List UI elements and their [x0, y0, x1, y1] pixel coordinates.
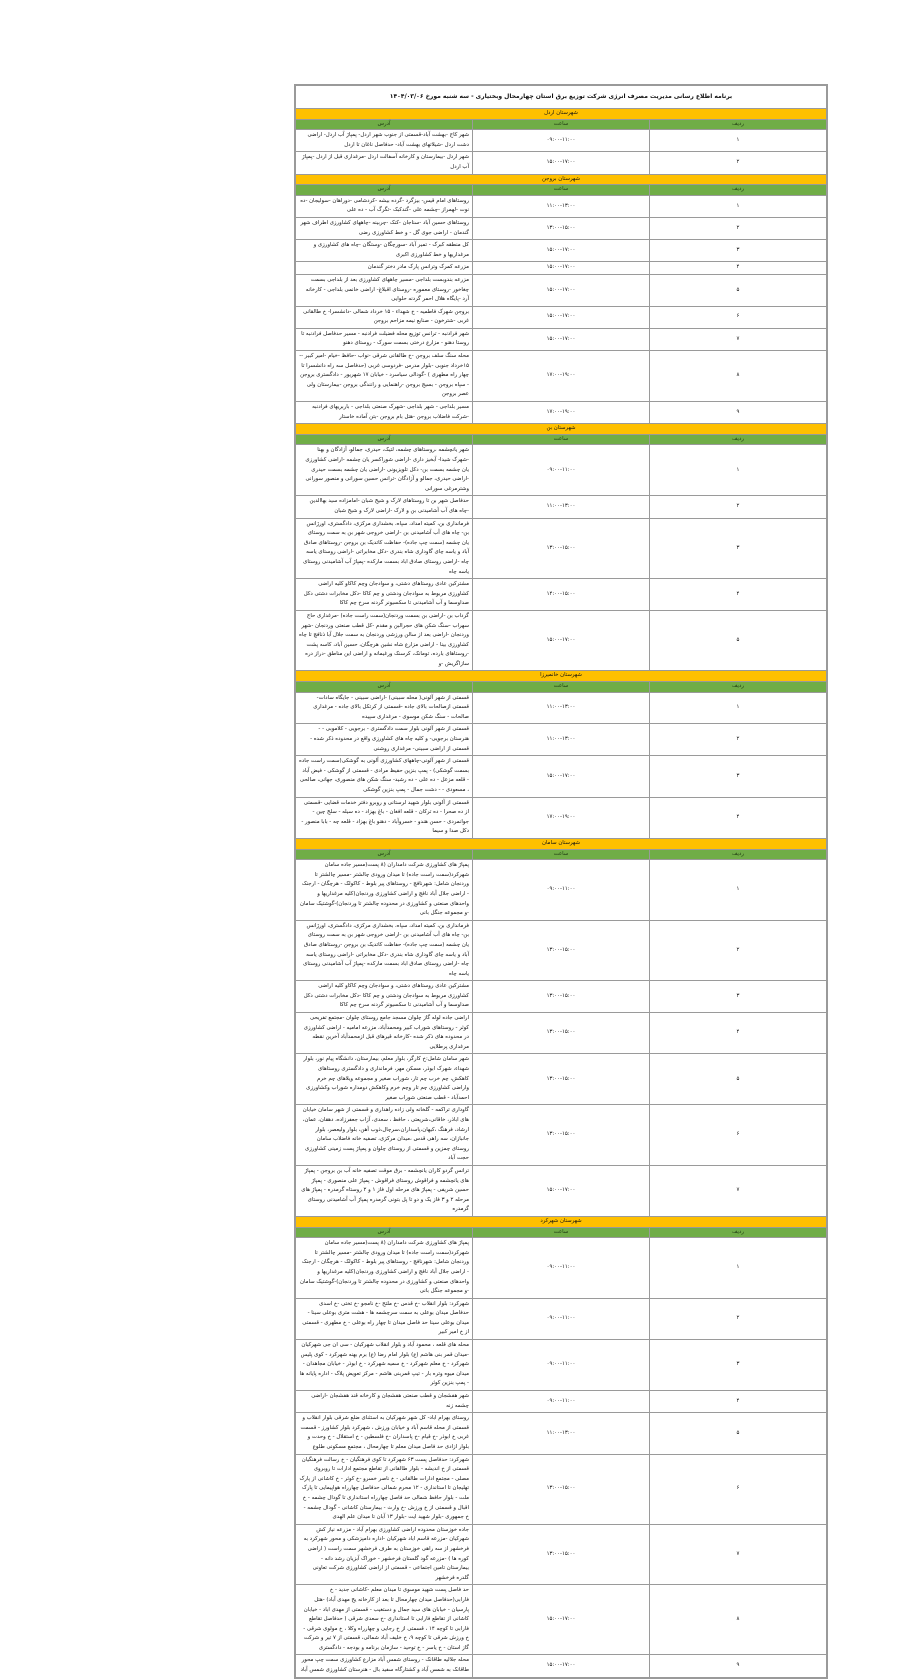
table-row	[296, 402, 827, 424]
row-time: ۱۳:۰۰-۱۵:۰۰	[473, 981, 650, 1013]
city-header-row	[296, 109, 827, 120]
row-index: ۱	[650, 692, 827, 724]
row-address: فرمانداری بن، کمیته امداد، سپاه، بخشداری مرکزی، دادگستری، اورژانس بن- چاه های آب آشامیدنی بن -اراضی خروجی شهر بن به سمت روستای یان چشمه (سمت چپ جاده)- حفاظت کاتدیک بن بروجن -روستاهای صادق آباد و یاسه چای گاوداری شاه بندری -دکل مخابراتی -اراضی روستای یاسه چاه -اراضی روستای صادق اباد بسمت مارکده -پمپاژ آب آشامیدنی روستای یاسه چاه	[296, 920, 473, 981]
row-address: شهر فرادنبه - ترانس توزیع محله فضیلت فرادنبه - مسیر حدفاصل فرادنبه تا روستا دهنو - مزارع درختی بسمت سورک - روستای دهنو	[296, 328, 473, 350]
row-address: شهرکرد: حدفاصل پست ۶۳ شهرکرد تا کوی فرهنگیان - خ رسالت فرهنگیان قسمتی از خ اندیشه - بلوار طالقانی از تقاطع مجتمع ادارات تا روبروی مصلی - مجتمع ادارات طالقانی - خ ناصر خسرو -خ کوثر - خ کاشانی از پارک تهلیجان تا استانداری - ۱۲ محرم شمالی حدفاصل چهارراه هواپیمایی تا پارک ملت - بلوار حافظ شمالی حد فاصل چهارراه استانداری تا گودال چشمه - خ اقبال و قسمتی از خ ورزش -خ وارث - بیمارستان کاشانی - گودال چشمه - خ جمهوری -بلوار شهید ایت -بلوار ۱۳ آبان تا میدان علم الهدی	[296, 1454, 473, 1524]
row-index: ۲	[650, 496, 827, 518]
row-time: ۱۵:۰۰-۱۷:۰۰	[473, 610, 650, 671]
row-time: ۱۵:۰۰-۱۷:۰۰	[473, 1165, 650, 1216]
city-header-row	[296, 424, 827, 435]
city-name: شهرستان شهرکرد	[296, 1216, 827, 1227]
row-address: ترانس گردو کاران یانچشمه - برق موقت تصفیه خانه آب بن بروجن - پمپاژ های یانچشمه و فراقوش روستای فراقوش - پمپاژ علی منصوری - پمپاژ حسین شریفی - پمپاژ های مرحله اول فاز ۱ و ۲ روستاه گرمدره - پمپاژ های مرحله ۲ و ۳ فاز یک و دو تا پل بتونی گرمدره پمپاژ آب آشامیدنی روستای گرمدره	[296, 1165, 473, 1216]
table-row	[296, 274, 827, 306]
row-index: ۵	[650, 1413, 827, 1454]
row-address: محله سنگ سلف بروجن -خ طالقانی شرقی -نواب -حافظ -خیام -امیر کبیر -- ۱۵خرداد جنوبی -بلوار مدرس -فردوسی غربی (حدفاصل سه راه دانشسرا تا چهار راه مطهری ) -گودالی سیاسرد - خیابان ۱۷ شهریور - دادگستری بروجن - سپاه بروجن - بسیج بروجن -راهنمایی و رانندگی بروجن -بیمارستان ولی عصر بروجن	[296, 351, 473, 402]
time-header: ساعت	[473, 185, 650, 196]
column-header-row	[296, 1227, 827, 1238]
table-row	[296, 1655, 827, 1677]
row-address: حد فاصل پست شهید موسوی تا میدان معلم -کاشانی جدید - خ فارابی(حدفاصل میدان چهارمحال تا بعد از کارخانه یخ مهدی آباد) -هتل پارسیان - خیابان های سید جمال و دستغیب - قسمتی از مهدی اباد - خیابان کاشانی از تقاطع فارابی تا استانداری -خ سعدی شرقی ( حدفاصل تقاطع فارابی تا کوچه ۱۴ ، قسمتی از خ رجایی و چهارراه وکلا ، خ مولوی شرقی - خ ورزش شرقی تا کوچه ۹، خ خلیف آباد شمالی، قسمتی از ۷ تیر و شرکت گاز استان - خ یاسر - خ توحید - سازمان برنامه و بودجه - دادگستری	[296, 1585, 473, 1655]
table-row	[296, 579, 827, 611]
row-address: حدفاصل شهر بن تا روستاهای لارک و شیخ شبان -امامزاده سید بهاالدین -چاه های آب آشامیدنی بن و لارک -اراضی لارک و شیخ شبان	[296, 496, 473, 518]
address-header: آدرس	[296, 849, 473, 860]
row-address: بروجن شهرک فاطمیه - خ شهداء - ۱۵ خرداد شمالی -دانشسرا- خ طالقانی غربی -شترخون - صنایع نیمه مزاحم بروجن	[296, 306, 473, 328]
index-header: ردیف	[650, 682, 827, 693]
row-index: ۶	[650, 1105, 827, 1166]
row-index: ۵	[650, 274, 827, 306]
row-index: ۲	[650, 920, 827, 981]
table-row	[296, 1585, 827, 1655]
time-header: ساعت	[473, 119, 650, 130]
table-row	[296, 262, 827, 275]
row-time: ۰۹:۰۰-۱۱:۰۰	[473, 1298, 650, 1339]
row-index: ۸	[650, 1585, 827, 1655]
row-time: ۱۱:۰۰-۱۳:۰۰	[473, 724, 650, 756]
row-address: قسمتی از شهر آلونی( محله سبینی) -اراضی سبینی - جایگاه سادات- قسمتی ازصالحات بالای جاده -قسمتی از کرتکل بالای جاده - مرغداری صالحات - سنگ شکن موسوی - مرغداری سپیده	[296, 692, 473, 724]
document-title: برنامه اطلاع رسانی مدیریت مصرف انرژی شرکت توزیع برق استان چهارمحال وبختیاری - سه شنبه مورخ ۱۴۰۴/۰۳/۰۶	[296, 86, 827, 109]
row-address: محله جلالیه طاقانک - روستای شمس آباد مزارع کشاورزی سمت چپ محور طاقانک به شمس آباد و کشتارگاه سفید بال - هنرستان کشاورزی شمس آباد	[296, 1655, 473, 1677]
time-header: ساعت	[473, 682, 650, 693]
row-time: ۱۴:۰۰-۱۵:۰۰	[473, 579, 650, 611]
column-header-row	[296, 434, 827, 445]
row-index: ۲	[650, 724, 827, 756]
row-address: مزرعه بندوبست بلداجی -مسیر چاههای کشاورزی بعد از بلداجی بسمت چغاخور -روستای معموره -روستای اقبلاغ- اراضی خانمی بلداجی - کارخانه آرد -پایگاه هلال احمر گردنه حلوایی	[296, 274, 473, 306]
row-time: ۱۵:۰۰-۱۷:۰۰	[473, 262, 650, 275]
time-header: ساعت	[473, 1227, 650, 1238]
row-index: ۷	[650, 328, 827, 350]
row-address: شهر سامان شامل:خ کارگر، بلوار معلم، بیمارستان، دانشگاه پیام نور، بلوار شهداء، شهرک ابوذر، مسکن مهر، فرمانداری و دادگستری روستاهای کاهکش، چم خرب چم تار، شوراب صغیر و مجموعه ویلاهای چم خرم واراضی کشاورزی چم تار وچم خرم وکاهکش دومداره شوراب وکشاورزی احمدآباد - قطب صنعتی شوراب صغیر	[296, 1054, 473, 1105]
row-time: ۰۹:۰۰-۱۱:۰۰	[473, 860, 650, 921]
row-address: مشترکین عادی روستاهای دشتی، و سوادجان وچم کاکاو کلیه اراضی کشاورزی مربوط به سوادجان ودشتی و چم کاکا -دکل مخابرات دشتی دکل صداوسما و آب آشامیدنی تا سکسیونر گردنه سرخ چم کاکا	[296, 579, 473, 611]
table-row	[296, 920, 827, 981]
row-index: ۳	[650, 756, 827, 797]
table-row	[296, 217, 827, 239]
row-address: مزرعه کمرک وترانس پارک مادر دختر گندمان	[296, 262, 473, 275]
row-address: قسمتی از شهر آلونی بلوار سمت دادگستری - برجویی - کلاموبی - - هنرستان برجویی- و کلیه چاه های کشاورزی واقع در محدوده ذکر شده - قسمتی از اراضی سبینی- مرغداری روشنی	[296, 724, 473, 756]
table-row	[296, 445, 827, 496]
city-name: شهرستان سامان	[296, 838, 827, 849]
row-address: قسمتی از آلونی بلوار شهید لرستانی و روبرو دفتر خدمات قضایی -قسمتی از ده صحرا - ده ترکان - قلعه افغان - باغ بهزاد - ده سیله - سلخ چین - جوانمردی - حسن هندو - خسروآباد - دهنو باغ بهزاد - قلعه چه - بابا منصور - دکل صدا و سیما	[296, 797, 473, 838]
index-header: ردیف	[650, 119, 827, 130]
row-time: ۰۹:۰۰-۱۱:۰۰	[473, 1391, 650, 1413]
row-index: ۶	[650, 1454, 827, 1524]
row-time: ۱۷:۰۰-۱۹:۰۰	[473, 351, 650, 402]
row-time: ۱۵:۰۰-۱۷:۰۰	[473, 274, 650, 306]
table-row	[296, 1391, 827, 1413]
table-row	[296, 240, 827, 262]
table-row	[296, 1165, 827, 1216]
row-time: ۱۱:۰۰-۱۳:۰۰	[473, 195, 650, 217]
index-header: ردیف	[650, 849, 827, 860]
row-time: ۱۵:۰۰-۱۷:۰۰	[473, 1655, 650, 1677]
address-header: آدرس	[296, 434, 473, 445]
row-time: ۱۳:۰۰-۱۵:۰۰	[473, 1454, 650, 1524]
table-row	[296, 797, 827, 838]
row-time: ۱۳:۰۰-۱۵:۰۰	[473, 518, 650, 579]
row-address: قسمتی از شهر آلونی-چاههای کشاورزی آلونی به گوشکی(سمت راست جاده بسمت گوشکی) - پمپ بنزین حفیظ مرادی - قسمتی از گوشکی - فیض آباد - قلعه مزعل - ده علی - ده رشید- سنگ شکن های منصوری، جهانی، صالحی ، مسعودی - - دشت جمال - پمپ بنزین گوشکی	[296, 756, 473, 797]
row-address: اراضی جاده لوله گاز چلوان مسجد جامع روستای چلوان -مجتمع تفریحی کوثر - روستاهای شوراب کبیر ومحمدآباد، مزرعه امامیه - اراضی کشاورزی در محدوده های ذکر شده -کارخانه قیرهای قبل ازمحمدآباد آخرین نقطه مرغداری پرطلایی	[296, 1013, 473, 1054]
column-header-row	[296, 185, 827, 196]
row-time: ۱۵:۰۰-۱۷:۰۰	[473, 328, 650, 350]
table-row	[296, 756, 827, 797]
row-address: گرداب بن -اراضی بن بسمت وردنجان(سمت راست جاده) -مرغداری حاج سهراب -سنگ شکن های حجرالبن و مقدم -کل قطب صنعتی وردنجان -شهر وردنجان -اراضی بعد از سالن ورزشی وردنجان به سمت جلال آبا ذنافچ تا چاه کشاورزی بینا - اراضی مزارع شاه نشین هرچگان، حسین آباد، کاسه پشت -روستاهای بارده، تومانک، کرسنک ورغیمانه و اراضی این مناطق -دراز دره سازاگریش -و	[296, 610, 473, 671]
table-row	[296, 130, 827, 152]
address-header: آدرس	[296, 1227, 473, 1238]
row-address: مسیر بلداجی - شهر بلداجی -شهرک صنعتی بلداجی - باربریهای فرادنبه -شرکت فاضلاب بروجن -هتل بام بروجن -بتن آماده خاستار	[296, 402, 473, 424]
row-time: ۰۹:۰۰-۱۱:۰۰	[473, 1238, 650, 1299]
row-index: ۷	[650, 1165, 827, 1216]
row-time: ۱۵:۰۰-۱۷:۰۰	[473, 756, 650, 797]
row-index: ۴	[650, 1391, 827, 1413]
row-index: ۷	[650, 1524, 827, 1585]
schedule-sheet	[294, 84, 828, 1679]
row-time: ۰۹:۰۰-۱۱:۰۰	[473, 445, 650, 496]
row-index: ۵	[650, 1054, 827, 1105]
title-row	[296, 86, 827, 109]
column-header-row	[296, 682, 827, 693]
row-index: ۲	[650, 217, 827, 239]
row-time: ۱۱:۰۰-۱۳:۰۰	[473, 692, 650, 724]
address-header: آدرس	[296, 119, 473, 130]
row-address: محله های قلعه ، محمود آباد و بلوار انقلاب شهرکیان - سی ان جی شهرکیان -میدان قمر بنی هاشم (ع) بلوار امام رضا (ع) برم بهنه شهرکرد - کوی پلیس شهرکرد - خ معلم شهرکرد - خ سمیه شهرکرد - خ ابوذر - خیابان مجاهدان - میدان میوه وتره بار - تیپ قمربنی هاشم - مرکز تعویض پلاک - اداره پایانه ها - پمپ بنزین کوثر	[296, 1340, 473, 1391]
address-header: آدرس	[296, 185, 473, 196]
city-header-row	[296, 1216, 827, 1227]
index-header: ردیف	[650, 185, 827, 196]
column-header-row	[296, 849, 827, 860]
table-row	[296, 1454, 827, 1524]
row-time: ۱۵:۰۰-۱۷:۰۰	[473, 152, 650, 174]
index-header: ردیف	[650, 1227, 827, 1238]
table-row	[296, 692, 827, 724]
table-row	[296, 152, 827, 174]
row-time: ۱۳:۰۰-۱۵:۰۰	[473, 1013, 650, 1054]
row-address: شهرکرد: بلوار انقلاب -خ قدس -خ ملتح -خ نامجو -خ تختی -خ اسدی حدفاصل میدان بوعلی به سمت سرچشمه ها - هشت متری بوعلی سینا - میدان بوعلی سینا حد فاصل میدان تا چهار راه بوعلی - خ مطهری - قسمتی از خ امیر کبیر	[296, 1298, 473, 1339]
row-index: ۴	[650, 262, 827, 275]
table-row	[296, 518, 827, 579]
city-name: شهرستان بروجن	[296, 174, 827, 185]
table-row	[296, 610, 827, 671]
row-index: ۱	[650, 445, 827, 496]
table-row	[296, 1105, 827, 1166]
row-index: ۵	[650, 610, 827, 671]
row-time: ۱۱:۰۰-۱۳:۰۰	[473, 496, 650, 518]
city-name: شهرستان خانمیرزا	[296, 671, 827, 682]
table-row	[296, 1340, 827, 1391]
schedule-table	[295, 85, 827, 1678]
row-time: ۱۷:۰۰-۱۹:۰۰	[473, 797, 650, 838]
row-index: ۴	[650, 797, 827, 838]
row-index: ۱	[650, 130, 827, 152]
row-time: ۱۳:۰۰-۱۵:۰۰	[473, 920, 650, 981]
table-row	[296, 351, 827, 402]
row-index: ۹	[650, 1655, 827, 1677]
row-index: ۳	[650, 1340, 827, 1391]
row-address: مشترکین عادی روستاهای دشتی، و سوادجان وچم کاکاو کلیه اراضی کشاورزی مربوط به سوادجان ودشتی و چم کاکا -دکل مخابرات دشتی دکل صداوسما و آب آشامیدنی تا سکسیونر گردنه سرخ چم کاکا	[296, 981, 473, 1013]
row-index: ۲	[650, 152, 827, 174]
table-row	[296, 496, 827, 518]
row-address: پمپاژ های کشاورزی شرکت دامداران (۸ پست(مسیر جاده سامان شهرکرد(سمت راست جاده) تا میدان ورودی چالشتر -مسیر چالشتر تا وردنجان شامل: شهرنافچ - روستاهای پیر بلوط - کاکولک - هرچگان - ارجنک - اراضی جلال آباد نافچ و اراضی کشاورزی وردنجان(کلیه مرغداریها و واحدهای صنعتی و کشاورزی در محدوده چالشتر تا وردنجان)-گوشتیک سامان -و مجموعه جنگل بانی	[296, 1238, 473, 1299]
table-row	[296, 1238, 827, 1299]
row-address: کل منطقه کبرک - تمیر آباد -سورچگان -وستگان -چاه های کشاورزی و مرغداریها و خط کشاورزی اکبری	[296, 240, 473, 262]
row-time: ۱۳:۰۰-۱۵:۰۰	[473, 1054, 650, 1105]
row-time: ۱۱:۰۰-۱۳:۰۰	[473, 1413, 650, 1454]
table-row	[296, 328, 827, 350]
row-time: ۱۳:۰۰-۱۵:۰۰	[473, 217, 650, 239]
row-address: شهر هفشجان و قطب صنعتی هفشجان و کارخانه قند هفشجان -اراضی چشمه زنه	[296, 1391, 473, 1413]
row-index: ۳	[650, 240, 827, 262]
row-index: ۳	[650, 981, 827, 1013]
row-index: ۹	[650, 402, 827, 424]
row-time: ۱۵:۰۰-۱۷:۰۰	[473, 1585, 650, 1655]
row-address: روستای بهرام اباد- کل شهر شهرکیان به استثنای ضلع شرقی بلوار انقلاب و قسمتی از محله قاسم آباد و خیابان ورزش ، شهرکرد بلوار کشاورز - قسمت غربی خ ابوذر -خ قیام -خ پاسداران -خ فلسطین - خ استقلال - خ وحدت و بلوار ازادی حد فاصل میدان معلم تا چهارمحال ، مجتمع مسکونی طلوع	[296, 1413, 473, 1454]
table-row	[296, 1298, 827, 1339]
row-index: ۴	[650, 1013, 827, 1054]
address-header: آدرس	[296, 682, 473, 693]
table-row	[296, 1524, 827, 1585]
row-time: ۱۷:۰۰-۱۹:۰۰	[473, 402, 650, 424]
city-name: شهرستان بن	[296, 424, 827, 435]
table-row	[296, 724, 827, 756]
table-row	[296, 1013, 827, 1054]
row-index: ۳	[650, 518, 827, 579]
row-index: ۱	[650, 860, 827, 921]
table-row	[296, 306, 827, 328]
row-time: ۱۵:۰۰-۱۷:۰۰	[473, 240, 650, 262]
time-header: ساعت	[473, 849, 650, 860]
city-name: شهرستان اردل	[296, 109, 827, 120]
table-row	[296, 860, 827, 921]
table-row	[296, 195, 827, 217]
row-address: روستاهای حسین آباد -سناجان -کنک -چربینه -چاههای کشاورزی اطراف شهر گندمان - اراضی جوی گل - و خط کشاورزی رضی	[296, 217, 473, 239]
row-address: روستاهای امام قیس- بیزگرد -گرده بیشه -کردشامی -دوراهان -سولیجان -ده نوت -لهمراز -چشمه علی -گندکبک -تگرگ آب - ده علی	[296, 195, 473, 217]
row-time: ۱۳:۰۰-۱۵:۰۰	[473, 1105, 650, 1166]
table-row	[296, 1413, 827, 1454]
column-header-row	[296, 119, 827, 130]
row-address: گاوداری تراکمه - گلخانه ولی زاده راهداری و قسمتی از شهر سامان خیابان های اباذر، خاقانی،شریعتی ، حافظ ، سعدی، آزاب جعفرزاده، دهقان، عمان، ارشاد، فرهنگ ،کیهان،پاسداران،سرچال،ذوب آهن، بلوار ولیعصر، بلوار جانبازان، سه راهی قدس ،میدان مرکزی، تصفیه خانه فاضلاب سامان روستای چمزین و قسمتی از روستای چلوان و پمپاژ پست زمینی کشاورزی حجت آباد	[296, 1105, 473, 1166]
row-index: ۲	[650, 1298, 827, 1339]
row-time: ۰۹:۰۰-۱۱:۰۰	[473, 1340, 650, 1391]
index-header: ردیف	[650, 434, 827, 445]
row-time: ۰۹:۰۰-۱۱:۰۰	[473, 130, 650, 152]
row-address: فرمانداری بن، کمیته امداد، سپاه، بخشداری مرکزی، دادگستری، اورژانس بن- چاه های آب آشامیدنی بن -اراضی خروجی شهر بن به سمت روستای یان چشمه (سمت چپ جاده)- حفاظت کاتدیک بن بروجن -روستاهای صادق آباد و یاسه چای گاوداری شاه بندری -دکل مخابراتی -اراضی روستای یاسه چاه -اراضی روستای صادق اباد بسمت مارکده -پمپاژ آب آشامیدنی روستای یاسه چاه	[296, 518, 473, 579]
row-address: جاده خوزستان محدوده اراضی کشاورزی بهرام آباد - مزرعه نیاز کش شهرکیان -مزرعه قاسم اباد شهرکیان -اداره دامپزشکی و محور شهرکرد به فرخشهر از سه راهی خوزستان به طرف فرخشهر سمت راست ( اراضی کوره ها ) -مزرعه گود گلستان فرخشهر - خوراک آبزیان رشد دانه - بیمارستان تامین اجتماعی - قسمتی از اراضی کشاورزی شرکت تعاونی گلدره فرخشهر	[296, 1524, 473, 1585]
row-time: ۱۳:۰۰-۱۵:۰۰	[473, 1524, 650, 1585]
row-index: ۱	[650, 195, 827, 217]
city-header-row	[296, 671, 827, 682]
row-address: شهر یانچشمه ،روستاهای چشمه، لتیک، حیدری، جمالو، آزادگان و بهنا -شهرک شیدا- آبخیز داری -اراضی شوراکسر یان چشمه -اراضی کشاورزی یان چشمه بسمت بن- دکل تلویزیونی -اراضی یان چشمه بسمت حیدری -اراضی حیدری، جمالو و آزادگان -ترانس حسین سورانی و منصور سورانی وشترمرغی سورانی	[296, 445, 473, 496]
row-address: شهر کاج -بهشت آباد-قسمتی از جنوب شهر اردل- پمپاژ آب اردل- اراضی دشت اردل -شیلاتهای بهشت آباد- حدفاصل ناغان تا اردل	[296, 130, 473, 152]
time-header: ساعت	[473, 434, 650, 445]
row-index: ۴	[650, 579, 827, 611]
row-index: ۶	[650, 306, 827, 328]
table-row	[296, 981, 827, 1013]
table-row	[296, 1054, 827, 1105]
row-index: ۸	[650, 351, 827, 402]
row-address: پمپاژ های کشاورزی شرکت دامداران (۸ پست(مسیر جاده سامان شهرکرد(سمت راست جاده) تا میدان ورودی چالشتر -مسیر چالشتر تا وردنجان شامل: شهرنافچ - روستاهای پیر بلوط - کاکولک - هرچگان - ارجنک - اراضی جلال آباد نافچ و اراضی کشاورزی وردنجان(کلیه مرغداریها و واحدهای صنعتی و کشاورزی در محدوده چالشتر تا وردنجان)-گوشتیک سامان -و مجموعه جنگل بانی	[296, 860, 473, 921]
city-header-row	[296, 174, 827, 185]
row-index: ۱	[650, 1238, 827, 1299]
row-address: شهر اردل -بیمارستان و کارخانه آسفالت اردل -مرغداری قبل از اردل -پمپاژ آب اردل	[296, 152, 473, 174]
row-time: ۱۵:۰۰-۱۷:۰۰	[473, 306, 650, 328]
city-header-row	[296, 838, 827, 849]
